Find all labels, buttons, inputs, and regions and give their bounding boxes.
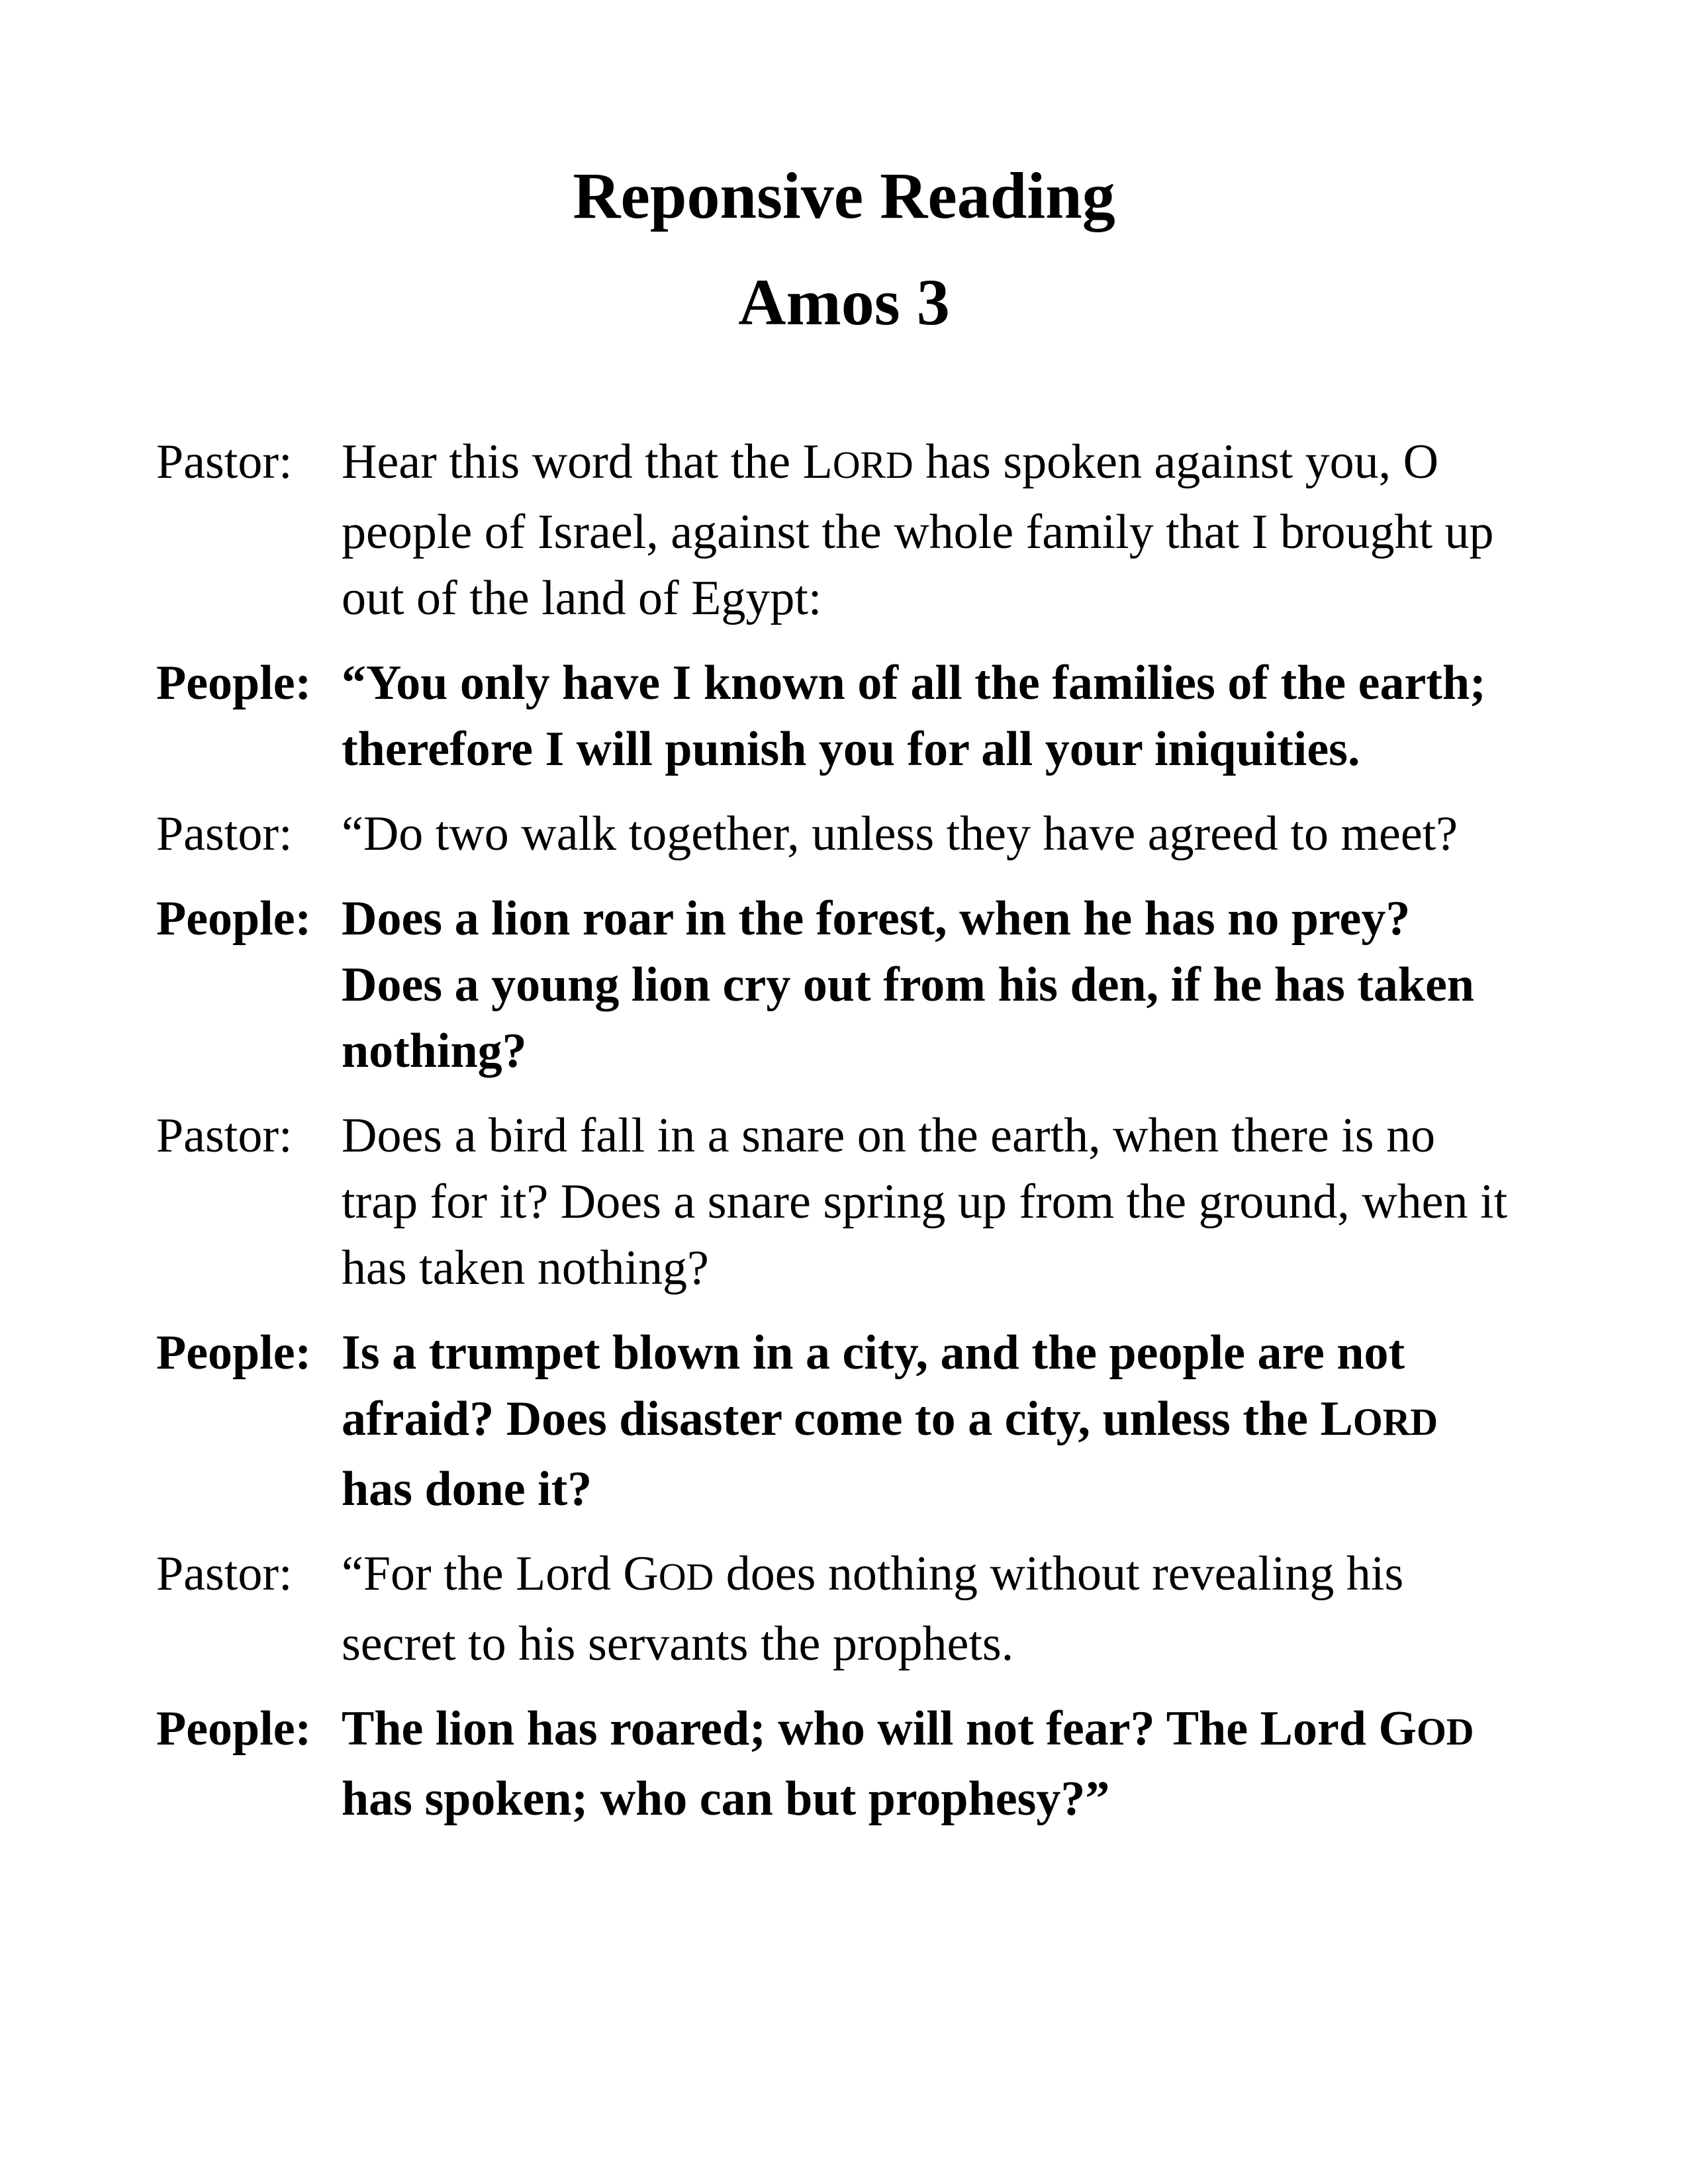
speaker-label: Pastor:: [156, 1547, 293, 1601]
text-line: Does a lion roar in the forest, when he has no prey?: [342, 891, 1411, 946]
text-line: has done it?: [342, 1462, 592, 1516]
reading-text: [342, 1320, 1546, 1522]
text-line: people of Israel, against the whole family that I brought up: [342, 505, 1494, 559]
responsive-reading: [156, 429, 1546, 1832]
speaker-label: Pastor:: [156, 807, 293, 861]
text-line: “You only have I known of all the families of the earth;: [342, 656, 1486, 710]
reading-entry-people: [156, 1696, 1546, 1832]
reading-text: [342, 1103, 1546, 1301]
text-line: “For the Lord GOD does nothing without revealing his: [342, 1547, 1404, 1601]
speaker-label: Pastor:: [156, 1109, 293, 1163]
reading-text: [342, 1541, 1546, 1677]
reading-text: [342, 1696, 1546, 1832]
text-line: “Do two walk together, unless they have agreed to meet?: [342, 807, 1458, 861]
text-line: nothing?: [342, 1024, 527, 1078]
text-line: out of the land of Egypt:: [342, 571, 822, 625]
text-line: Hear this word that the LORD has spoken against you, O: [342, 435, 1439, 489]
text-line: The lion has roared; who will not fear? The Lord GOD: [342, 1702, 1474, 1756]
reading-entry-pastor: [156, 1103, 1546, 1301]
speaker-label: People:: [156, 656, 312, 710]
page-subtitle: Amos 3: [738, 265, 950, 339]
reading-text: [342, 801, 1546, 867]
text-line: has spoken; who can but prophesy?”: [342, 1772, 1110, 1826]
reading-entry-pastor: [156, 801, 1546, 867]
text-line: trap for it? Does a snare spring up from the ground, when it: [342, 1175, 1508, 1229]
speaker-label: People:: [156, 1326, 312, 1380]
text-line: Does a bird fall in a snare on the earth, when there is no: [342, 1109, 1436, 1163]
speaker-label: People:: [156, 891, 312, 946]
reading-text: [342, 886, 1546, 1084]
reading-entry-people: [156, 650, 1546, 782]
text-line: secret to his servants the prophets.: [342, 1617, 1014, 1671]
reading-entry-pastor: [156, 429, 1546, 631]
speaker-label: People:: [156, 1702, 312, 1756]
speaker-label: Pastor:: [156, 435, 293, 489]
reading-entry-people: [156, 1320, 1546, 1522]
page-title: Reponsive Reading: [573, 159, 1115, 232]
reading-entry-people: [156, 886, 1546, 1084]
text-line: Does a young lion cry out from his den, if he has taken: [342, 958, 1475, 1012]
text-line: has taken nothing?: [342, 1241, 709, 1295]
text-line: Is a trumpet blown in a city, and the people are not: [342, 1326, 1405, 1380]
text-line: afraid? Does disaster come to a city, unless the LORD: [342, 1392, 1438, 1446]
reading-text: [342, 650, 1546, 782]
reading-entry-pastor: [156, 1541, 1546, 1677]
text-line: therefore I will punish you for all your iniquities.: [342, 722, 1360, 776]
reading-text: [342, 429, 1546, 631]
